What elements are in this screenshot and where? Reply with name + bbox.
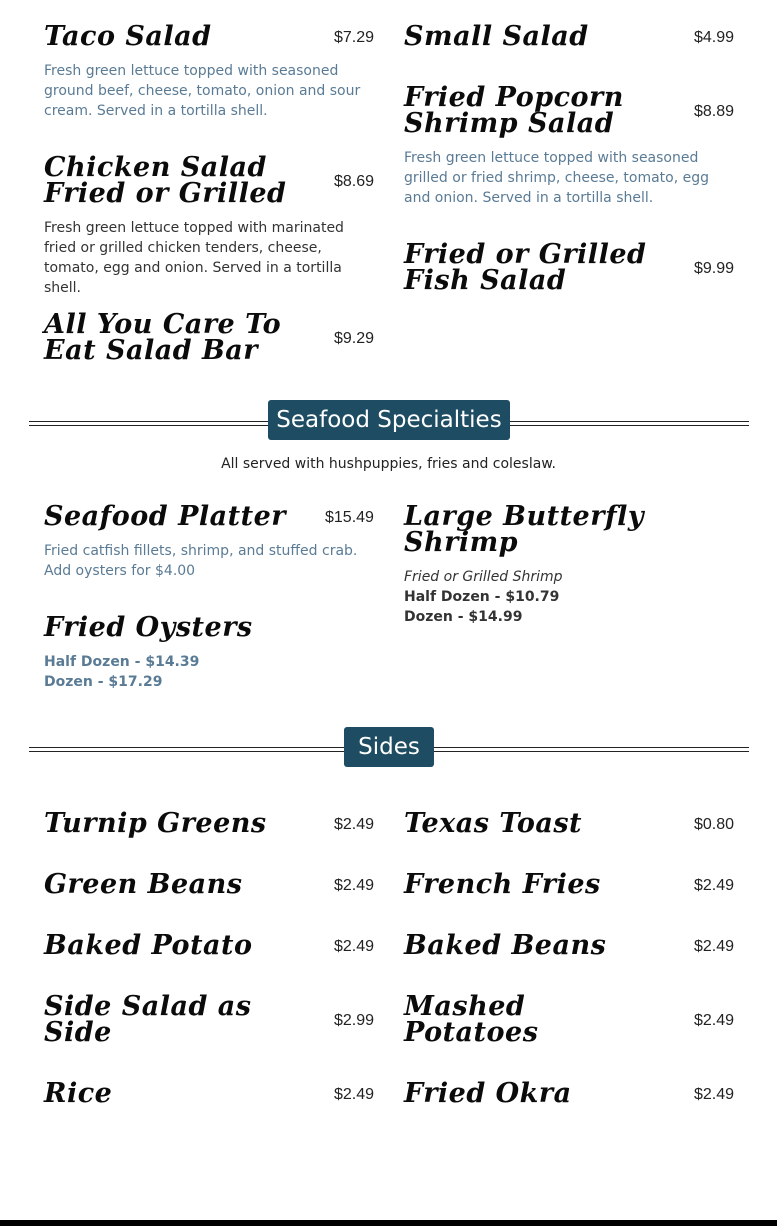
fish-salad-name: Fried or Grilled Fish Salad xyxy=(404,239,647,296)
chicken-salad-name: Chicken Salad Fried or Grilled xyxy=(44,152,287,209)
side-name: Green Beans xyxy=(44,869,243,900)
popcorn-shrimp-salad-price: $8.89 xyxy=(694,103,735,120)
sides-section-title: Sides xyxy=(344,727,434,767)
footer-bar xyxy=(0,1220,777,1226)
taco-salad-name: Taco Salad xyxy=(44,21,212,52)
side-name: Mashed Potatoes xyxy=(404,991,539,1048)
side-price: $2.49 xyxy=(334,816,375,833)
seafood-platter-price: $15.49 xyxy=(325,509,374,526)
small-salad-price: $4.99 xyxy=(694,29,735,46)
side-name: Side Salad as Side xyxy=(44,991,252,1048)
side-name: Rice xyxy=(44,1078,113,1109)
side-name: Texas Toast xyxy=(404,808,583,839)
salad-bar-price: $9.29 xyxy=(334,330,375,347)
seafood-platter-desc: Fried catfish fillets, shrimp, and stuffed crab. Add oysters for $4.00 xyxy=(44,543,358,579)
side-price: $2.49 xyxy=(694,877,735,894)
butterfly-shrimp-dozen: Dozen - $14.99 xyxy=(404,609,523,625)
fried-oysters-half: Half Dozen - $14.39 xyxy=(44,654,200,670)
seafood-platter-name: Seafood Platter xyxy=(44,501,286,532)
popcorn-shrimp-salad-desc: Fresh green lettuce topped with seasoned grilled or fried shrimp, cheese, tomato, egg and onion. Served in a tortilla shell. xyxy=(404,150,710,206)
side-name: Fried Okra xyxy=(404,1078,572,1109)
seafood-note: All served with hushpuppies, fries and coleslaw. xyxy=(221,456,556,472)
side-price: $0.80 xyxy=(694,816,735,833)
small-salad-name: Small Salad xyxy=(404,21,589,52)
fish-salad-price: $9.99 xyxy=(694,260,735,277)
butterfly-shrimp-name: Large Butterfly Shrimp xyxy=(404,501,645,558)
taco-salad-price: $7.29 xyxy=(334,29,375,46)
side-name: Turnip Greens xyxy=(44,808,267,839)
side-price: $2.49 xyxy=(694,1086,735,1103)
side-price: $2.49 xyxy=(334,938,375,955)
seafood-section-title: Seafood Specialties xyxy=(268,400,510,440)
butterfly-shrimp-half: Half Dozen - $10.79 xyxy=(404,589,560,605)
popcorn-shrimp-salad-name: Fried Popcorn Shrimp Salad xyxy=(404,82,624,139)
side-name: Baked Beans xyxy=(404,930,607,961)
chicken-salad-desc: Fresh green lettuce topped with marinated fried or grilled chicken tenders, cheese, tomato, egg and onion. Served in a tortilla shell. xyxy=(44,220,344,296)
taco-salad-desc: Fresh green lettuce topped with seasoned ground beef, cheese, tomato, onion and sour cream. Served in a tortilla shell. xyxy=(44,63,361,119)
butterfly-shrimp-sub: Fried or Grilled Shrimp xyxy=(404,569,563,585)
side-price: $2.49 xyxy=(694,938,735,955)
side-price: $2.49 xyxy=(334,1086,375,1103)
side-name: Baked Potato xyxy=(44,930,253,961)
side-price: $2.99 xyxy=(334,1012,375,1029)
side-price: $2.49 xyxy=(694,1012,735,1029)
chicken-salad-price: $8.69 xyxy=(334,173,375,190)
side-name: French Fries xyxy=(404,869,601,900)
fried-oysters-name: Fried Oysters xyxy=(44,612,253,643)
fried-oysters-dozen: Dozen - $17.29 xyxy=(44,674,163,690)
side-price: $2.49 xyxy=(334,877,375,894)
salad-bar-name: All You Care To Eat Salad Bar xyxy=(44,309,282,366)
